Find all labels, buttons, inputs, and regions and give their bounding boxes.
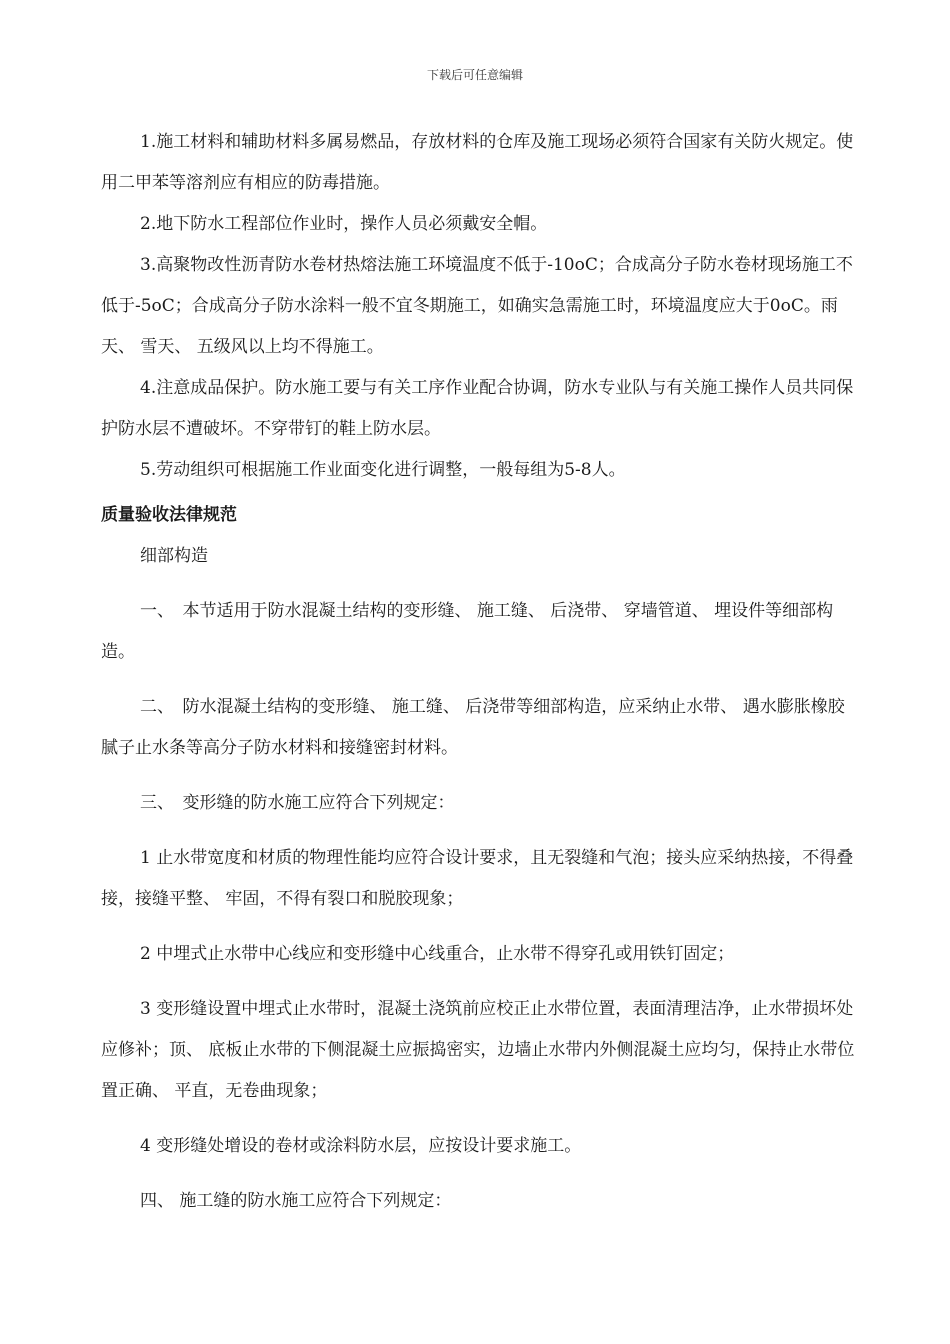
section-subtitle: 细部构造 [140, 546, 208, 566]
page-header: 下载后可任意编辑 [426, 68, 523, 82]
clause-2: 二、 防水混凝土结构的变形缝、 施工缝、 后浇带等细部构造，应采纳止水带、 遇水膨胀橡胶腻子止水条等高分子防水材料和接缝密封材料。 [101, 697, 845, 758]
section-title: 质量验收法律规范 [101, 505, 237, 525]
clause-3: 三、 变形缝的防水施工应符合下列规定： [140, 793, 455, 813]
clause-1: 一、 本节适用于防水混凝土结构的变形缝、 施工缝、 后浇带、 穿墙管道、 埋设件等细部构造。 [101, 601, 834, 662]
paragraph-5: 5.劳动组织可根据施工作业面变化进行调整，一般每组为5-8人。 [140, 460, 626, 480]
clause-3-item-3: 3 变形缝设置中埋式止水带时，混凝土浇筑前应校正止水带位置，表面清理洁净，止水带损坏处应修补；顶、 底板止水带的下侧混凝土应振捣密实，边墙止水带内外侧混凝土应均匀，保持止水带位置正确、 平直，无卷曲现象； [101, 999, 855, 1101]
clause-4: 四、 施工缝的防水施工应符合下列规定： [140, 1191, 452, 1211]
clause-3-item-4: 4 变形缝处增设的卷材或涂料防水层，应按设计要求施工。 [140, 1136, 582, 1156]
document-body [101, 122, 861, 1222]
clause-3-item-1: 1 止水带宽度和材质的物理性能均应符合设计要求，且无裂缝和气泡；接头应采纳热接，不得叠接，接缝平整、 牢固，不得有裂口和脱胶现象； [101, 848, 854, 909]
paragraph-1: 1.施工材料和辅助材料多属易燃品，存放材料的仓库及施工现场必须符合国家有关防火规定。使用二甲苯等溶剂应有相应的防毒措施。 [101, 132, 854, 193]
paragraph-4: 4.注意成品保护。防水施工要与有关工序作业配合协调，防水专业队与有关施工操作人员共同保护防水层不遭破坏。不穿带钉的鞋上防水层。 [101, 378, 854, 439]
paragraph-2: 2.地下防水工程部位作业时，操作人员必须戴安全帽。 [140, 214, 548, 234]
paragraph-3: 3.高聚物改性沥青防水卷材热熔法施工环境温度不低于-10oC；合成高分子防水卷材现场施工不低于-5oC；合成高分子防水涂料一般不宜冬期施工，如确实急需施工时，环境温度应大于0oC。雨天、 雪天、 五级风以上均不得施工。 [101, 255, 853, 357]
clause-3-item-2: 2 中埋式止水带中心线应和变形缝中心线重合，止水带不得穿孔或用铁钉固定； [140, 944, 735, 964]
